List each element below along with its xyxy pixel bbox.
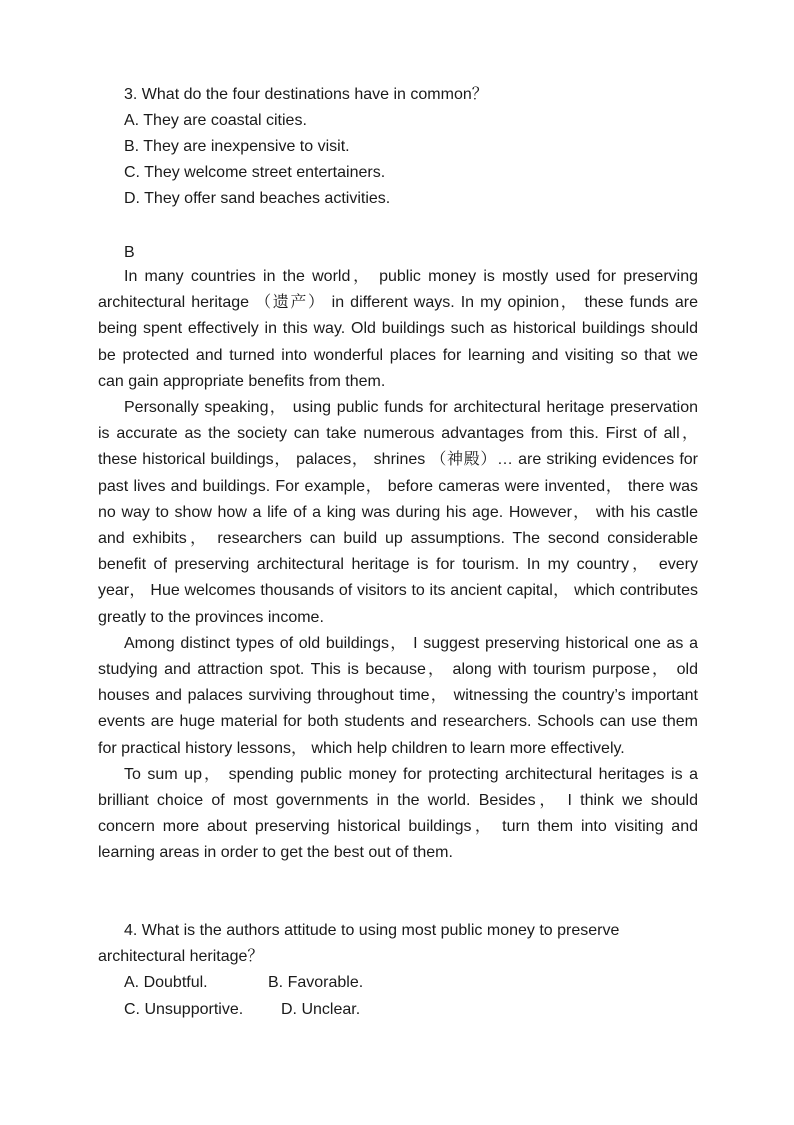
question-3-option-b: B. They are inexpensive to visit. xyxy=(124,138,350,155)
question-4-option-a: A. Doubtful. xyxy=(124,974,208,992)
question-3-option-c: C. They welcome street entertainers. xyxy=(124,164,386,181)
question-3-stem: 3. What do the four destinations have in common？ xyxy=(124,86,488,103)
passage-paragraph-4: To sum up， spending public money for protecting architectural heritages is a brilliant choice of most governments in the world. Besides， I think we should concern more about preserving historical buildings， turn them into visiting and learning areas in order to get the best out of them. xyxy=(98,765,698,862)
question-4-option-c: C. Unsupportive. xyxy=(124,1000,244,1018)
passage-paragraph-2: Personally speaking， using public funds for architectural heritage preservation is accurate as the society can take numerous advantages from this. First of all， these historical buildings， palaces， shrines （神殿）… are striking evidences for past lives and buildings. For example， before cameras were invented， there was no way to show how a life of a king was during his age. However， with his castle and exhibits， researchers can build up assumptions. The second considerable benefit of preserving architectural heritage is for tourism. In my country， every year， Hue welcomes thousands of visitors to its ancient capital， which contributes greatly to the provinces income. xyxy=(98,399,698,626)
question-4-option-d: D. Unclear. xyxy=(281,1000,361,1018)
question-3-option-a: A. They are coastal cities. xyxy=(124,112,307,129)
question-3-option-d: D. They offer sand beaches activities. xyxy=(124,190,391,207)
question-4-option-b: B. Favorable. xyxy=(268,974,364,992)
question-4-options-row-1 xyxy=(98,970,698,996)
passage-paragraph-3: Among distinct types of old buildings， I suggest preserving historical one as a studying and attraction spot. This is because， along with tourism purpose， old houses and palaces surviving throughout time， witnessing the country’s important events are huge material for both students and researchers. Schools can use them for practical history lessons， which help children to learn more effectively. xyxy=(98,634,698,757)
question-4-options-row-2 xyxy=(98,997,698,1023)
passage-paragraph-1: In many countries in the world， public money is mostly used for preserving architectural heritage （遗产） in different ways. In my opinion， these funds are being spent effectively in this way. Old buildings such as historical buildings should be protected and turned into wonderful places for learning and visiting so that we can gain appropriate benefits from them. xyxy=(98,268,699,390)
question-4-stem: 4. What is the authors attitude to using most public money to preserve architectural heritage？ xyxy=(98,922,620,966)
question-3 xyxy=(124,82,724,212)
passage-b xyxy=(98,264,698,867)
question-4 xyxy=(98,918,698,1023)
section-b-heading: B xyxy=(124,244,135,261)
